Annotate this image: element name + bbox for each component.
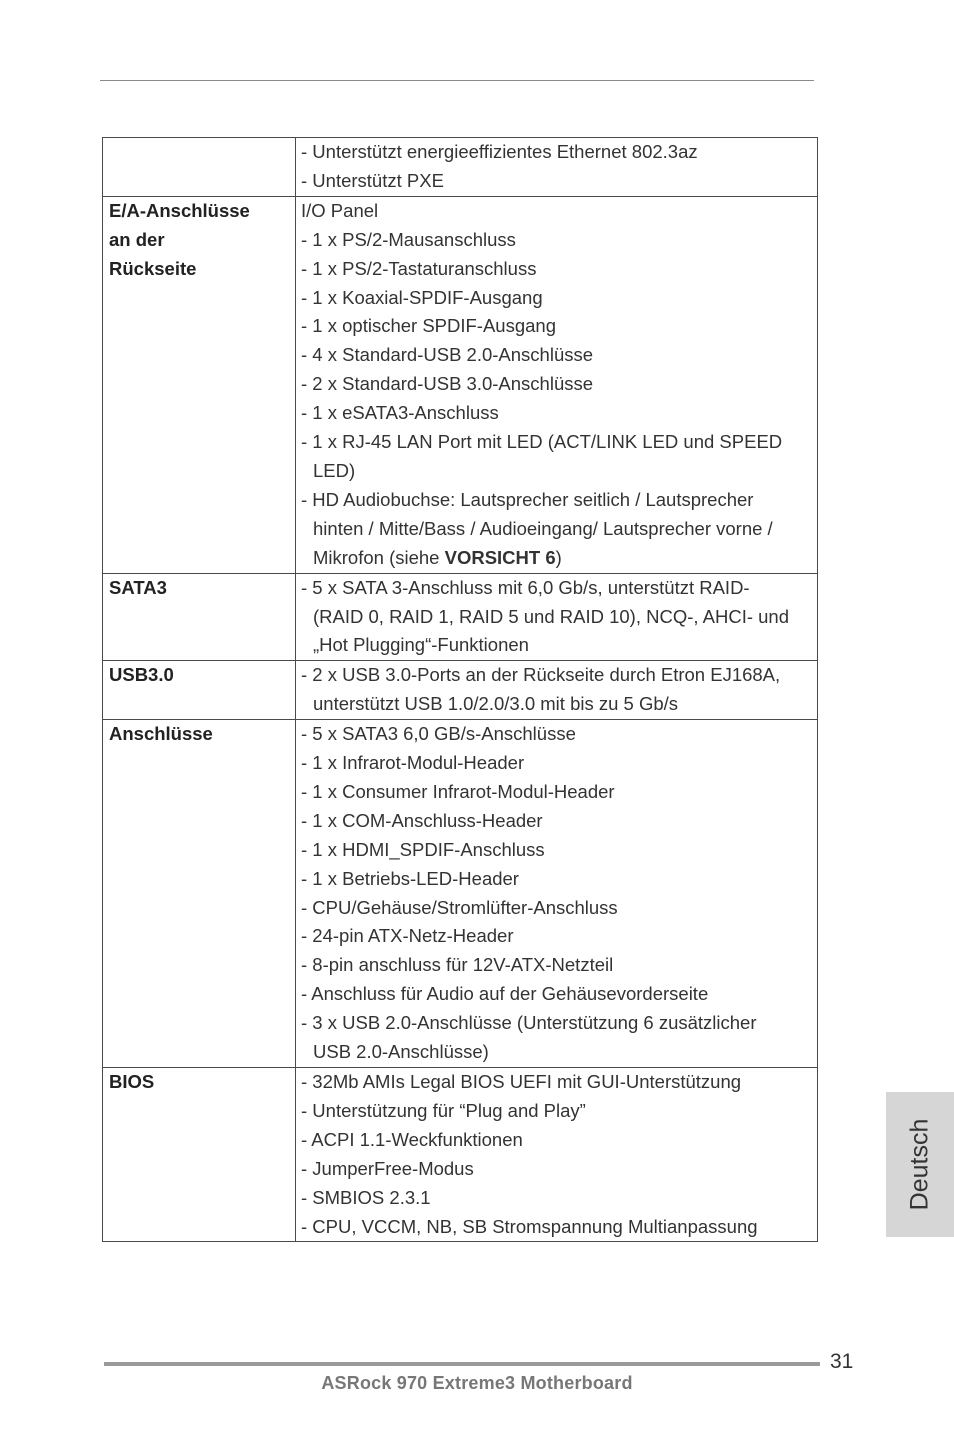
spec-table xyxy=(102,137,818,1242)
spec-value-line xyxy=(301,951,817,980)
spec-value-line xyxy=(301,631,817,660)
spec-value-text: - 5 x SATA3 6,0 GB/s-Anschlüsse xyxy=(301,723,576,745)
spec-value-text: - Unterstützung für “Plug and Play” xyxy=(301,1099,586,1121)
spec-value-line xyxy=(301,428,817,457)
spec-value-text: - HD Audiobuchse: Lautsprecher seitlich / Lautsprecher xyxy=(301,488,754,510)
spec-row xyxy=(103,1068,818,1242)
spec-label-line: SATA3 xyxy=(109,576,167,598)
spec-value-cell xyxy=(296,573,818,661)
spec-value-text: - 1 x Consumer Infrarot-Modul-Header xyxy=(301,780,615,802)
spec-value-line xyxy=(301,1038,817,1067)
spec-value-line xyxy=(301,690,817,719)
spec-row xyxy=(103,138,818,197)
spec-value-text: - SMBIOS 2.3.1 xyxy=(301,1186,431,1208)
spec-value-text: - 1 x HDMI_SPDIF-Anschluss xyxy=(301,838,545,860)
spec-value-line xyxy=(301,167,817,196)
spec-label-cell xyxy=(103,720,296,1068)
spec-value-text: hinten / Mitte/Bass / Audioeingang/ Lautsprecher vorne / xyxy=(313,517,773,539)
spec-value-line xyxy=(301,661,817,690)
spec-value-text: - 2 x USB 3.0-Ports an der Rückseite durch Etron EJ168A, xyxy=(301,664,781,686)
spec-row xyxy=(103,196,818,573)
spec-value-text: - 1 x eSATA3-Anschluss xyxy=(301,402,499,424)
spec-value-line xyxy=(301,1155,817,1184)
footer-title: ASRock 970 Extreme3 Motherboard xyxy=(321,1373,633,1393)
spec-value-line xyxy=(301,1068,817,1097)
spec-value-line xyxy=(301,341,817,370)
spec-value-line xyxy=(301,515,817,544)
spec-value-line xyxy=(301,603,817,632)
spec-value-text: USB 2.0-Anschlüsse) xyxy=(313,1041,489,1063)
spec-value-text: - 3 x USB 2.0-Anschlüsse (Unterstützung 6 zusätzlicher xyxy=(301,1012,757,1034)
spec-value-line xyxy=(301,574,817,603)
spec-value-line xyxy=(301,138,817,167)
spec-value-line xyxy=(301,1213,817,1242)
spec-label-line: Rückseite xyxy=(109,257,197,279)
spec-value-line xyxy=(301,836,817,865)
spec-value-text: - 8-pin anschluss für 12V-ATX-Netzteil xyxy=(301,954,614,976)
spec-value-line xyxy=(301,1184,817,1213)
spec-value-text: - 5 x SATA 3-Anschluss mit 6,0 Gb/s, unterstützt RAID- xyxy=(301,576,750,598)
spec-label-cell xyxy=(103,196,296,573)
spec-value-line xyxy=(301,544,817,573)
spec-value-line xyxy=(301,1126,817,1155)
spec-value-text: - 1 x PS/2-Mausanschluss xyxy=(301,228,516,250)
spec-value-line xyxy=(301,778,817,807)
spec-value-line xyxy=(301,865,817,894)
spec-value-line xyxy=(301,894,817,923)
spec-value-text: - Unterstützt energieeffizientes Ethernet 802.3az xyxy=(301,141,698,162)
spec-value-text: „Hot Plugging“-Funktionen xyxy=(313,634,529,656)
spec-value-cell xyxy=(296,1068,818,1242)
spec-value-text: Mikrofon (siehe xyxy=(313,546,445,568)
spec-value-text: - 1 x Betriebs-LED-Header xyxy=(301,867,519,889)
spec-value-cell xyxy=(296,196,818,573)
spec-value-line xyxy=(301,312,817,341)
spec-label-line: USB3.0 xyxy=(109,664,174,686)
spec-value-cell xyxy=(296,661,818,720)
spec-value-line xyxy=(301,922,817,951)
spec-value-text: - CPU/Gehäuse/Stromlüfter-Anschluss xyxy=(301,896,618,918)
spec-value-text: LED) xyxy=(313,459,356,481)
spec-label-line: BIOS xyxy=(109,1071,155,1092)
spec-value-line xyxy=(301,284,817,313)
spec-value-text: I/O Panel xyxy=(301,199,379,221)
spec-value-line xyxy=(301,226,817,255)
spec-value-text: - Unterstützt PXE xyxy=(301,169,444,191)
spec-value-line xyxy=(301,370,817,399)
spec-value-line xyxy=(301,255,817,284)
spec-value-text: - 24-pin ATX-Netz-Header xyxy=(301,925,514,947)
spec-value-line xyxy=(301,399,817,428)
spec-value-text-after: ) xyxy=(555,546,562,568)
spec-value-text: - 1 x optischer SPDIF-Ausgang xyxy=(301,315,556,337)
spec-value-line xyxy=(301,457,817,486)
spec-value-text: - CPU, VCCM, NB, SB Stromspannung Multianpassung xyxy=(301,1215,758,1237)
spec-row xyxy=(103,720,818,1068)
spec-value-text: - 32Mb AMIs Legal BIOS UEFI mit GUI-Unterstützung xyxy=(301,1071,742,1092)
spec-label-cell xyxy=(103,573,296,661)
spec-value-text: - Anschluss für Audio auf der Gehäusevorderseite xyxy=(301,983,709,1005)
spec-value-line xyxy=(301,486,817,515)
spec-table-body xyxy=(103,138,818,1242)
spec-value-text: (RAID 0, RAID 1, RAID 5 und RAID 10), NCQ-, AHCI- und xyxy=(313,605,790,627)
spec-value-text: - 1 x RJ-45 LAN Port mit LED (ACT/LINK LED und SPEED xyxy=(301,431,783,453)
spec-label-line: an der xyxy=(109,228,165,250)
spec-value-line xyxy=(301,749,817,778)
spec-value-text: - 2 x Standard-USB 3.0-Anschlüsse xyxy=(301,373,594,395)
spec-value-text: - 4 x Standard-USB 2.0-Anschlüsse xyxy=(301,344,594,366)
spec-row xyxy=(103,661,818,720)
footer-rule xyxy=(104,1362,820,1366)
spec-label-line: E/A-Anschlüsse xyxy=(109,199,250,221)
spec-value-text: - ACPI 1.1-Weckfunktionen xyxy=(301,1128,523,1150)
spec-value-text: - 1 x Infrarot-Modul-Header xyxy=(301,752,525,774)
caution-reference: VORSICHT 6 xyxy=(444,546,556,568)
spec-value-text: - JumperFree-Modus xyxy=(301,1157,474,1179)
spec-value-line xyxy=(301,980,817,1009)
language-tab[interactable] xyxy=(886,1092,954,1237)
top-rule xyxy=(100,80,814,81)
spec-value-text: - 1 x PS/2-Tastaturanschluss xyxy=(301,257,537,279)
spec-value-cell xyxy=(296,720,818,1068)
spec-value-text: - 1 x Koaxial-SPDIF-Ausgang xyxy=(301,286,543,308)
spec-value-line xyxy=(301,197,817,226)
spec-value-cell xyxy=(296,138,818,197)
spec-label-cell xyxy=(103,138,296,197)
spec-label-line: Anschlüsse xyxy=(109,723,213,745)
spec-value-line xyxy=(301,807,817,836)
spec-value-line xyxy=(301,1097,817,1126)
spec-label-cell xyxy=(103,661,296,720)
spec-label-cell xyxy=(103,1068,296,1242)
spec-row xyxy=(103,573,818,661)
spec-value-text: - 1 x COM-Anschluss-Header xyxy=(301,809,543,831)
spec-value-line xyxy=(301,1009,817,1038)
spec-value-line xyxy=(301,720,817,749)
language-tab-label: Deutsch xyxy=(905,1118,934,1211)
spec-value-text: unterstützt USB 1.0/2.0/3.0 mit bis zu 5 Gb/s xyxy=(313,693,679,715)
page-number: 31 xyxy=(830,1350,854,1373)
